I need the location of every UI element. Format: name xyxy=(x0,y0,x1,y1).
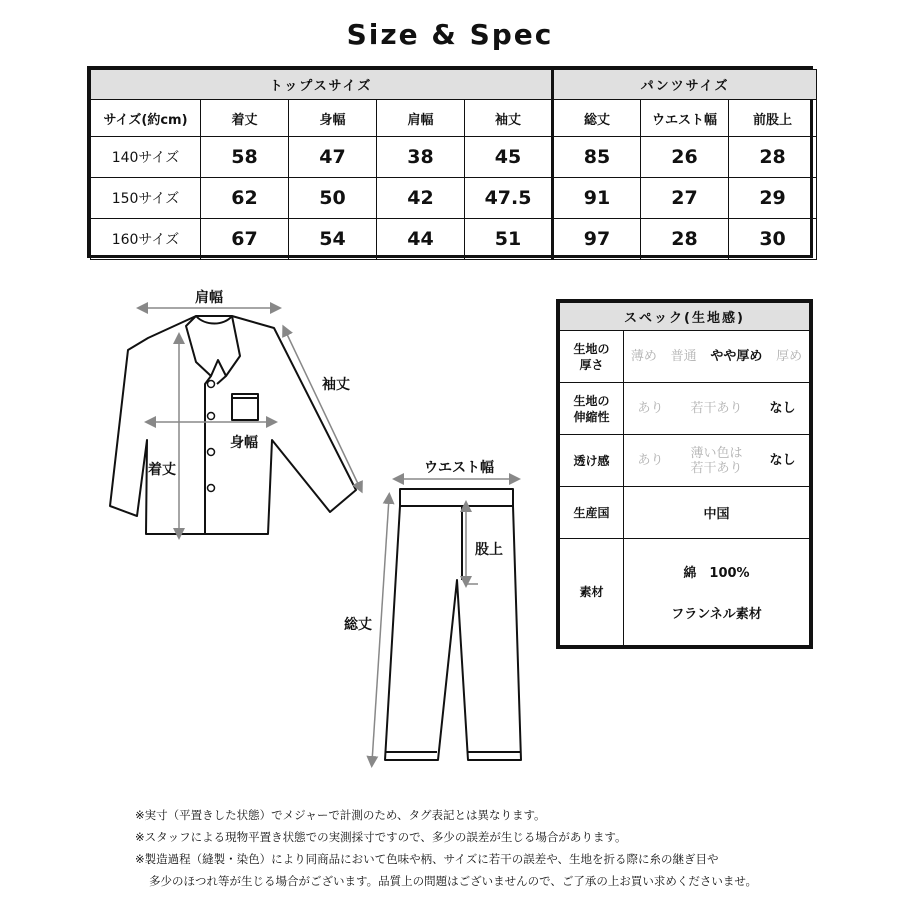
table-cell: 29 xyxy=(729,178,817,219)
table-cell: 67 xyxy=(201,219,289,260)
chest-label: 身幅 xyxy=(230,435,258,451)
option: 薄め xyxy=(630,349,657,364)
table-cell: 47 xyxy=(289,137,377,178)
note-line: 多少のほつれ等が生じる場合がございます。品質上の問題はございませんので、ご了承の上お買い求めくださいませ。 xyxy=(149,874,757,888)
column-header: 着丈 xyxy=(201,100,289,137)
material-value: 綿 100% xyxy=(683,566,750,581)
row-label: 140サイズ xyxy=(91,137,201,178)
shirt-buttons xyxy=(208,381,215,492)
column-header: サイズ(約cm) xyxy=(91,100,201,137)
length-label: 着丈 xyxy=(148,462,176,478)
material-note: フランネル素材 xyxy=(671,607,762,622)
column-header: 袖丈 xyxy=(465,100,553,137)
row-label: 160サイズ xyxy=(91,219,201,260)
table-cell: 51 xyxy=(465,219,553,260)
spec-label: 生地の 厚さ xyxy=(560,331,624,383)
table-cell: 38 xyxy=(377,137,465,178)
page-title: Size & Spec xyxy=(346,18,554,51)
spec-label: 透け感 xyxy=(560,435,624,487)
option: 厚め xyxy=(776,349,803,364)
stretch-options xyxy=(624,401,809,416)
row-label: 150サイズ xyxy=(91,178,201,219)
tops-size-header: トップスサイズ xyxy=(91,70,553,100)
table-cell: 27 xyxy=(641,178,729,219)
option-selected: やや厚め xyxy=(710,349,763,364)
shirt-illustration xyxy=(110,316,356,534)
notes xyxy=(135,804,757,892)
spec-row-stretch xyxy=(560,383,810,435)
shoulder-label: 肩幅 xyxy=(195,290,223,306)
pants-size-header: パンツサイズ xyxy=(553,70,817,100)
table-cell: 58 xyxy=(201,137,289,178)
option: 薄い色は 若干あり xyxy=(690,445,743,476)
note-line: ※製造過程（縫製・染色）により同商品において色味や柄、サイズに若干の誤差や、生地を折る際に糸の継ぎ目や xyxy=(135,852,719,866)
table-cell: 26 xyxy=(641,137,729,178)
column-header: 身幅 xyxy=(289,100,377,137)
spec-row-thickness xyxy=(560,331,810,383)
sheer-options xyxy=(624,446,809,476)
option: あり xyxy=(637,401,664,416)
spec-label: 素材 xyxy=(560,539,624,646)
table-cell: 62 xyxy=(201,178,289,219)
spec-row-material xyxy=(560,539,810,646)
thickness-options xyxy=(624,349,809,364)
table-cell: 91 xyxy=(553,178,641,219)
table-cell: 85 xyxy=(553,137,641,178)
sleeve-label: 袖丈 xyxy=(322,377,350,393)
rise-label: 股上 xyxy=(475,542,503,558)
spec-label: 生産国 xyxy=(560,487,624,539)
table-cell: 45 xyxy=(465,137,553,178)
column-header: 肩幅 xyxy=(377,100,465,137)
table-cell: 50 xyxy=(289,178,377,219)
table-cell: 42 xyxy=(377,178,465,219)
column-header: ウエスト幅 xyxy=(641,100,729,137)
origin-value: 中国 xyxy=(624,487,810,539)
option-selected: なし xyxy=(769,453,796,468)
note-line: ※スタッフによる現物平置き状態での実測採寸ですので、多少の誤差が生じる場合があります。 xyxy=(135,830,627,844)
note-line: ※実寸（平置きした状態）でメジャーで計測のため、タグ表記とは異なります。 xyxy=(135,808,546,822)
waist-label: ウエスト幅 xyxy=(424,460,494,476)
column-header: 前股上 xyxy=(729,100,817,137)
total-length-label: 総丈 xyxy=(344,617,372,633)
option: あり xyxy=(637,453,664,468)
option: 普通 xyxy=(670,349,697,364)
table-cell: 44 xyxy=(377,219,465,260)
table-cell: 47.5 xyxy=(465,178,553,219)
spec-label: 生地の 伸縮性 xyxy=(560,383,624,435)
option: 若干あり xyxy=(690,401,743,416)
table-cell: 28 xyxy=(641,219,729,260)
column-header: 総丈 xyxy=(553,100,641,137)
table-cell: 30 xyxy=(729,219,817,260)
spec-row-sheer xyxy=(560,435,810,487)
spec-row-origin xyxy=(560,487,810,539)
pants-illustration xyxy=(385,489,521,760)
table-cell: 54 xyxy=(289,219,377,260)
option-selected: なし xyxy=(769,401,796,416)
table-cell: 97 xyxy=(553,219,641,260)
table-cell: 28 xyxy=(729,137,817,178)
spec-header: スペック(生地感) xyxy=(560,303,810,331)
sleeve-measure xyxy=(285,330,360,488)
spec-table xyxy=(556,299,813,649)
